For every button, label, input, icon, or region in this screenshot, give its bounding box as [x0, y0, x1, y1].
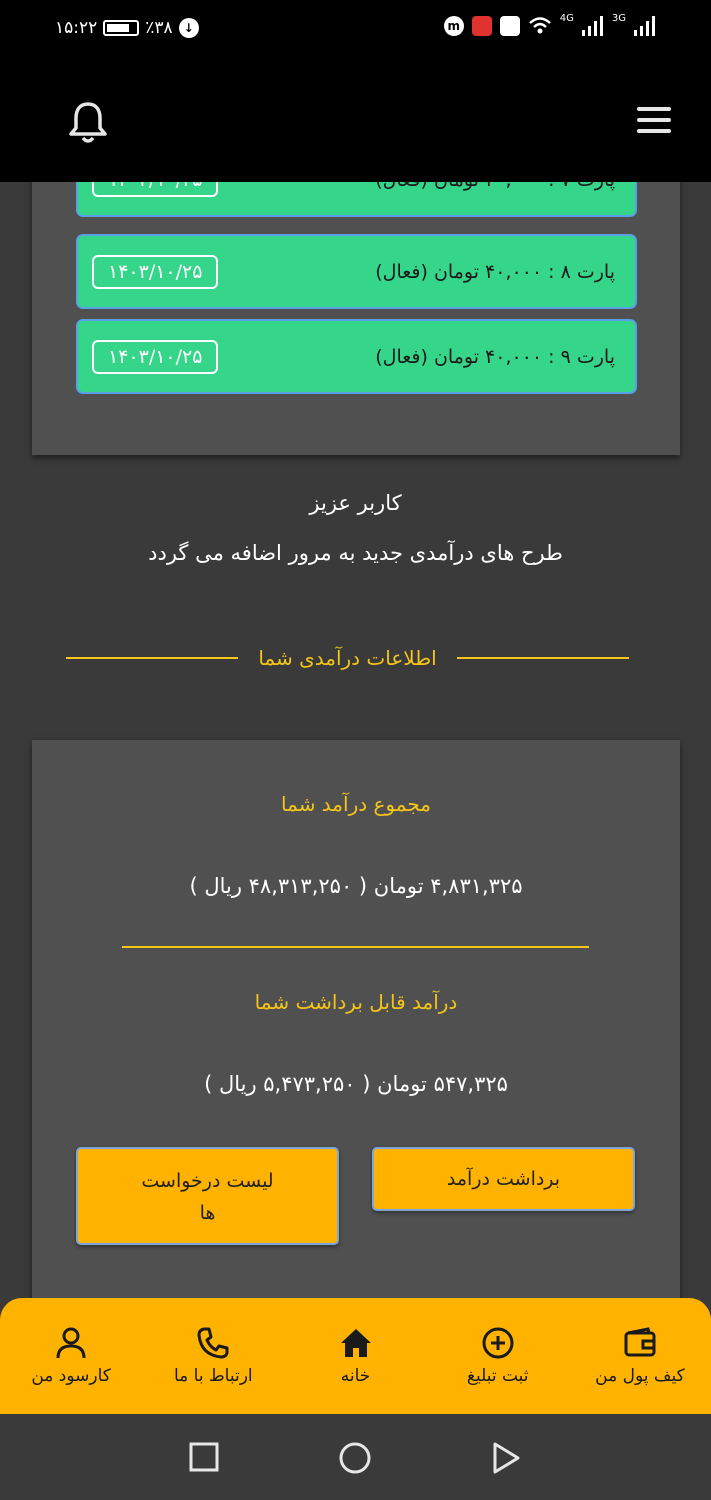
battery-level: ٪۳۸	[145, 18, 173, 38]
nav-label: کارسود من	[31, 1366, 111, 1386]
wifi-icon	[528, 16, 552, 36]
app-m-icon: m	[444, 16, 464, 36]
part-label: پارت ۸ : ۴۰,۰۰۰ تومان (فعال)	[375, 260, 615, 283]
notice-greeting: کاربر عزیز	[309, 491, 402, 515]
section-title	[66, 642, 629, 674]
status-time: ۱۵:۲۲	[55, 18, 98, 38]
recent-apps-icon[interactable]	[188, 1441, 220, 1473]
signal-1-icon	[582, 16, 604, 36]
section-title-text: اطلاعات درآمدی شما	[258, 646, 437, 670]
request-list-button[interactable]	[76, 1147, 339, 1245]
divider	[66, 657, 238, 659]
signal-1-type: 4G	[559, 12, 574, 24]
divider	[457, 657, 629, 659]
nav-label: ارتباط با ما	[173, 1366, 253, 1386]
back-icon[interactable]	[490, 1441, 522, 1475]
home-button-icon[interactable]	[338, 1441, 372, 1475]
battery-icon	[103, 20, 139, 36]
system-nav-bar	[0, 1414, 711, 1500]
bottom-nav	[0, 1298, 711, 1414]
divider	[122, 946, 589, 948]
total-income-value: ۴,۸۳۱,۳۲۵ تومان ( ۴۸,۳۱۳,۲۵۰ ریال )	[189, 874, 523, 898]
nav-item-wallet[interactable]	[569, 1298, 711, 1414]
hamburger-icon[interactable]	[637, 107, 671, 133]
wallet-icon	[623, 1326, 657, 1360]
withdraw-button[interactable]: برداشت درآمد	[372, 1147, 635, 1211]
status-left	[55, 18, 199, 38]
part-label: پارت ۹ : ۴۰,۰۰۰ تومان (فعال)	[375, 345, 615, 368]
user-icon	[54, 1326, 88, 1360]
parts-panel	[32, 150, 680, 455]
nav-item-my-profit[interactable]	[0, 1298, 142, 1414]
nav-item-home[interactable]	[284, 1298, 426, 1414]
request-list-label-2: ها	[199, 1202, 216, 1224]
home-icon	[339, 1326, 373, 1360]
status-bar	[0, 0, 711, 60]
signal-2-icon	[634, 16, 656, 36]
bell-icon[interactable]	[68, 100, 108, 144]
app-bar-icons	[0, 60, 711, 182]
part-item	[76, 234, 637, 309]
total-income-label: مجموع درآمد شما	[281, 792, 431, 816]
part-date: ۱۴۰۳/۱۰/۲۵	[92, 255, 218, 289]
nav-item-contact[interactable]	[142, 1298, 284, 1414]
withdrawable-income-label: درآمد قابل برداشت شما	[254, 990, 458, 1014]
part-item	[76, 319, 637, 394]
signal-2-type: 3G	[611, 12, 626, 24]
nav-label: ثبت تبلیغ	[466, 1366, 529, 1386]
app-e-icon	[500, 16, 520, 36]
withdrawable-income-value: ۵۴۷,۳۲۵ تومان ( ۵,۴۷۳,۲۵۰ ریال )	[204, 1072, 508, 1096]
status-right	[444, 12, 656, 36]
app-notification-icon	[472, 16, 492, 36]
notice-message: طرح های درآمدی جدید به مرور اضافه می گردد	[148, 541, 563, 565]
phone-icon	[196, 1326, 230, 1360]
nav-label: خانه	[340, 1366, 371, 1386]
nav-item-post-ad[interactable]	[427, 1298, 569, 1414]
part-date: ۱۴۰۳/۱۰/۲۵	[92, 340, 218, 374]
data-saver-icon: ↓	[179, 18, 199, 38]
notice-text	[0, 488, 711, 568]
plus-circle-icon	[481, 1326, 515, 1360]
request-list-label-1: لیست درخواست	[141, 1170, 274, 1192]
nav-label: کیف پول من	[595, 1366, 685, 1386]
income-panel	[32, 740, 680, 1300]
